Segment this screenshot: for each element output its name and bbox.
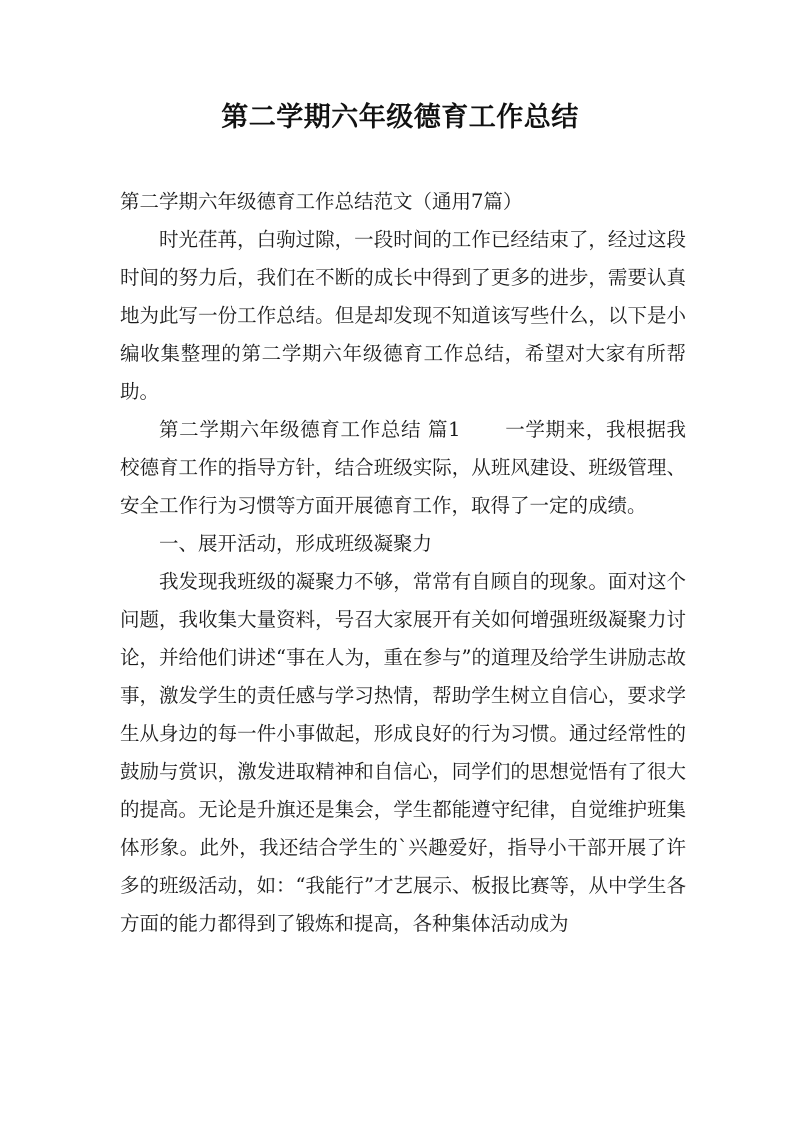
document-title: 第二学期六年级德育工作总结 bbox=[221, 102, 579, 133]
document-body bbox=[120, 183, 686, 943]
document-subtitle: 第二学期六年级德育工作总结范文（通用7篇） bbox=[120, 190, 523, 213]
piece-opening: 一学期来，我根据我校德育工作的指导方针，结合班级实际，从班风建设、班级管理、安全工作行为习惯等方面开展德育工作，取得了一定的成绩。 bbox=[120, 418, 686, 517]
piece-paragraph bbox=[120, 411, 686, 525]
section-paragraph: 我发现我班级的凝聚力不够，常常有自顾自的现象。面对这个问题，我收集大量资料，号召大家展开有关如何增强班级凝聚力讨论，并给他们讲述“事在人为，重在参与”的道理及给学生讲励志故事，激发学生的责任感与学习热情，帮助学生树立自信心，要求学生从身边的每一件小事做起，形成良好的行为习惯。通过经常性的鼓励与赏识，激发进取精神和自信心，同学们的思想觉悟有了很大的提高。无论是升旗还是集会，学生都能遵守纪律，自觉维护班集体形象。此外，我还结合学生的`兴趣爱好，指导小干部开展了许多的班级活动，如：“我能行”才艺展示、板报比赛等，从中学生各方面的能力都得到了锻炼和提高，各种集体活动成为 bbox=[120, 570, 686, 935]
piece-heading: 第二学期六年级德育工作总结 篇1 bbox=[159, 418, 461, 441]
intro-paragraph: 时光荏苒，白驹过隙，一段时间的工作已经结束了，经过这段时间的努力后，我们在不断的成长中得到了更多的进步，需要认真地为此写一份工作总结。但是却发现不知道该写些什么，以下是小编收集整理的第二学期六年级德育工作总结，希望对大家有所帮助。 bbox=[120, 228, 686, 403]
section-heading: 一、展开活动，形成班级凝聚力 bbox=[159, 532, 433, 555]
